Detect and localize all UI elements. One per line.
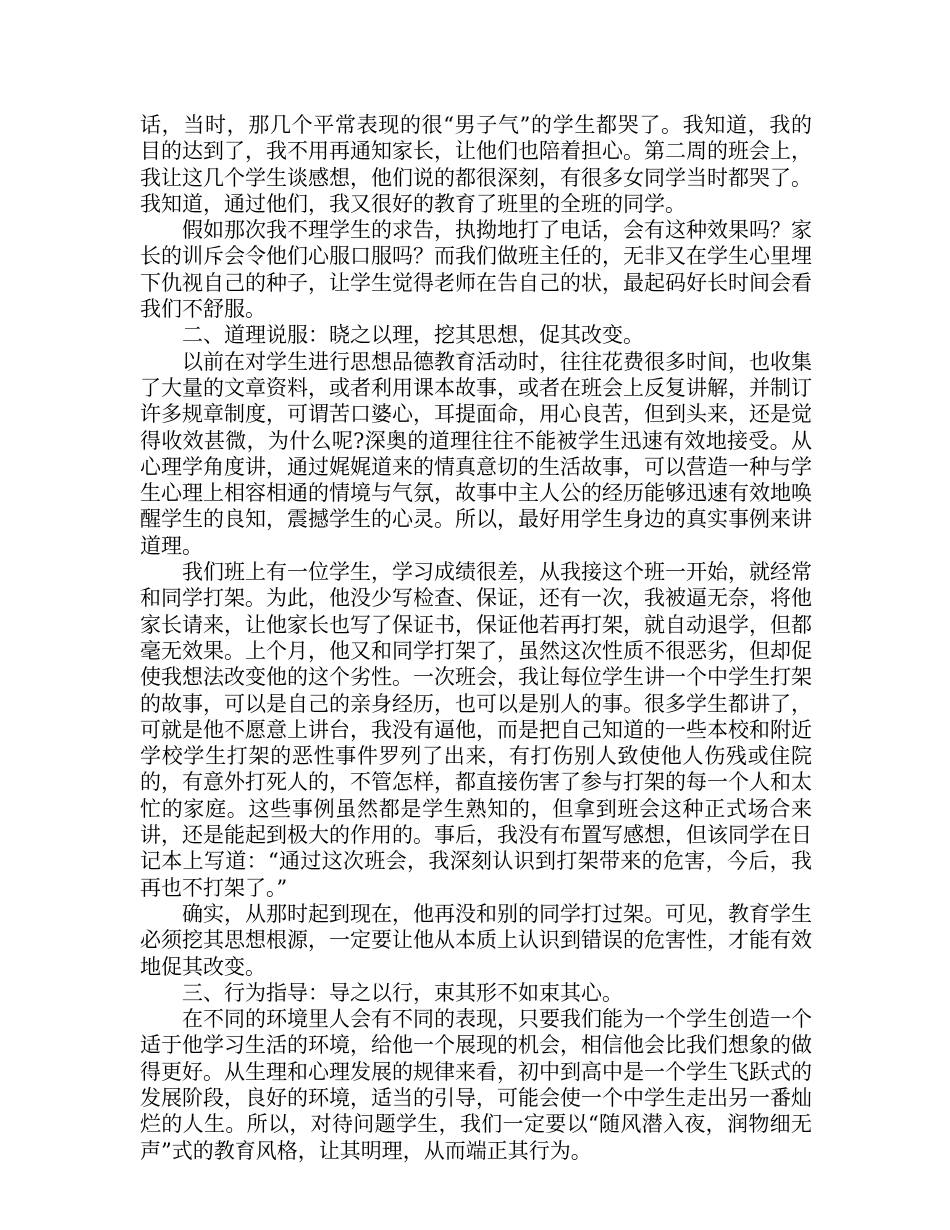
paragraph-2: 假如那次我不理学生的求告，执拗地打了电话，会有这种效果吗？家长的训斥会令他们心服口服吗？而我们做班主任的，无非又在学生心里埋下仇视自己的种子，让学生觉得老师在告自己的状，最起码好长时间会看我们不舒服。 <box>140 218 812 322</box>
paragraph-3: 以前在对学生进行思想品德教育活动时，往往花费很多时间，也收集了大量的文章资料，或者利用课本故事，或者在班会上反复讲解，并制订许多规章制度，可谓苦口婆心，耳提面命，用心良苦，但到头来，还是觉得收效甚微，为什么呢?深奥的道理往往不能被学生迅速有效地接受。从心理学角度讲，通过娓娓道来的情真意切的生活故事，可以营造一种与学生心理上相容相通的情境与气氛，故事中主人公的经历能够迅速有效地唤醒学生的良知，震撼学生的心灵。所以，最好用学生身边的真实事例来讲道理。 <box>140 349 812 558</box>
section-heading-2: 二、道理说服：晓之以理，挖其思想，促其改变。 <box>182 323 644 348</box>
paragraph-5: 确实，从那时起到现在，他再没和别的同学打过架。可见，教育学生必须挖其思想根源，一定要让他从本质上认识到错误的危害性，才能有效地促其改变。 <box>140 901 812 979</box>
document-page <box>140 112 812 1164</box>
paragraph-6: 在不同的环境里人会有不同的表现，只要我们能为一个学生创造一个适于他学习生活的环境，给他一个展现的机会，相信他会比我们想象的做得更好。从生理和心理发展的规律来看，初中到高中是一个学生飞跃式的发展阶段，良好的环境，适当的引导，可能会使一个中学生走出另一番灿烂的人生。所以，对待问题学生，我们一定要以“随风潜入夜，润物细无声”式的教育风格，让其明理，从而端正其行为。 <box>140 1007 812 1163</box>
paragraph-1: 话，当时，那几个平常表现的很“男子气”的学生都哭了。我知道，我的目的达到了，我不用再通知家长，让他们也陪着担心。第二周的班会上，我让这几个学生谈感想，他们说的都很深刻，有很多女同学当时都哭了。我知道，通过他们，我又很好的教育了班里的全班的同学。 <box>140 113 812 216</box>
section-heading-3: 三、行为指导：导之以行，束其形不如束其心。 <box>182 980 623 1005</box>
paragraph-4: 我们班上有一位学生，学习成绩很差，从我接这个班一开始，就经常和同学打架。为此，他没少写检查、保证，还有一次，我被逼无奈，将他家长请来，让他家长也写了保证书，保证他若再打架，就自动退学，但都毫无效果。上个月，他又和同学打架了，虽然这次性质不很恶劣，但却促使我想法改变他的这个劣性。一次班会，我让每位学生讲一个中学生打架的故事，可以是自己的亲身经历，也可以是别人的事。很多学生都讲了，可就是他不愿意上讲台，我没有逼他，而是把自己知道的一些本校和附近学校学生打架的恶性事件罗列了出来，有打伤别人致使他人伤残或住院的，有意外打死人的，不管怎样，都直接伤害了参与打架的每一个人和太忙的家庭。这些事例虽然都是学生熟知的，但拿到班会这种正式场合来讲，还是能起到极大的作用的。事后，我没有布置写感想，但该同学在日记本上写道：“通过这次班会，我深刻认识到打架带来的危害，今后，我再也不打架了。” <box>140 560 812 900</box>
